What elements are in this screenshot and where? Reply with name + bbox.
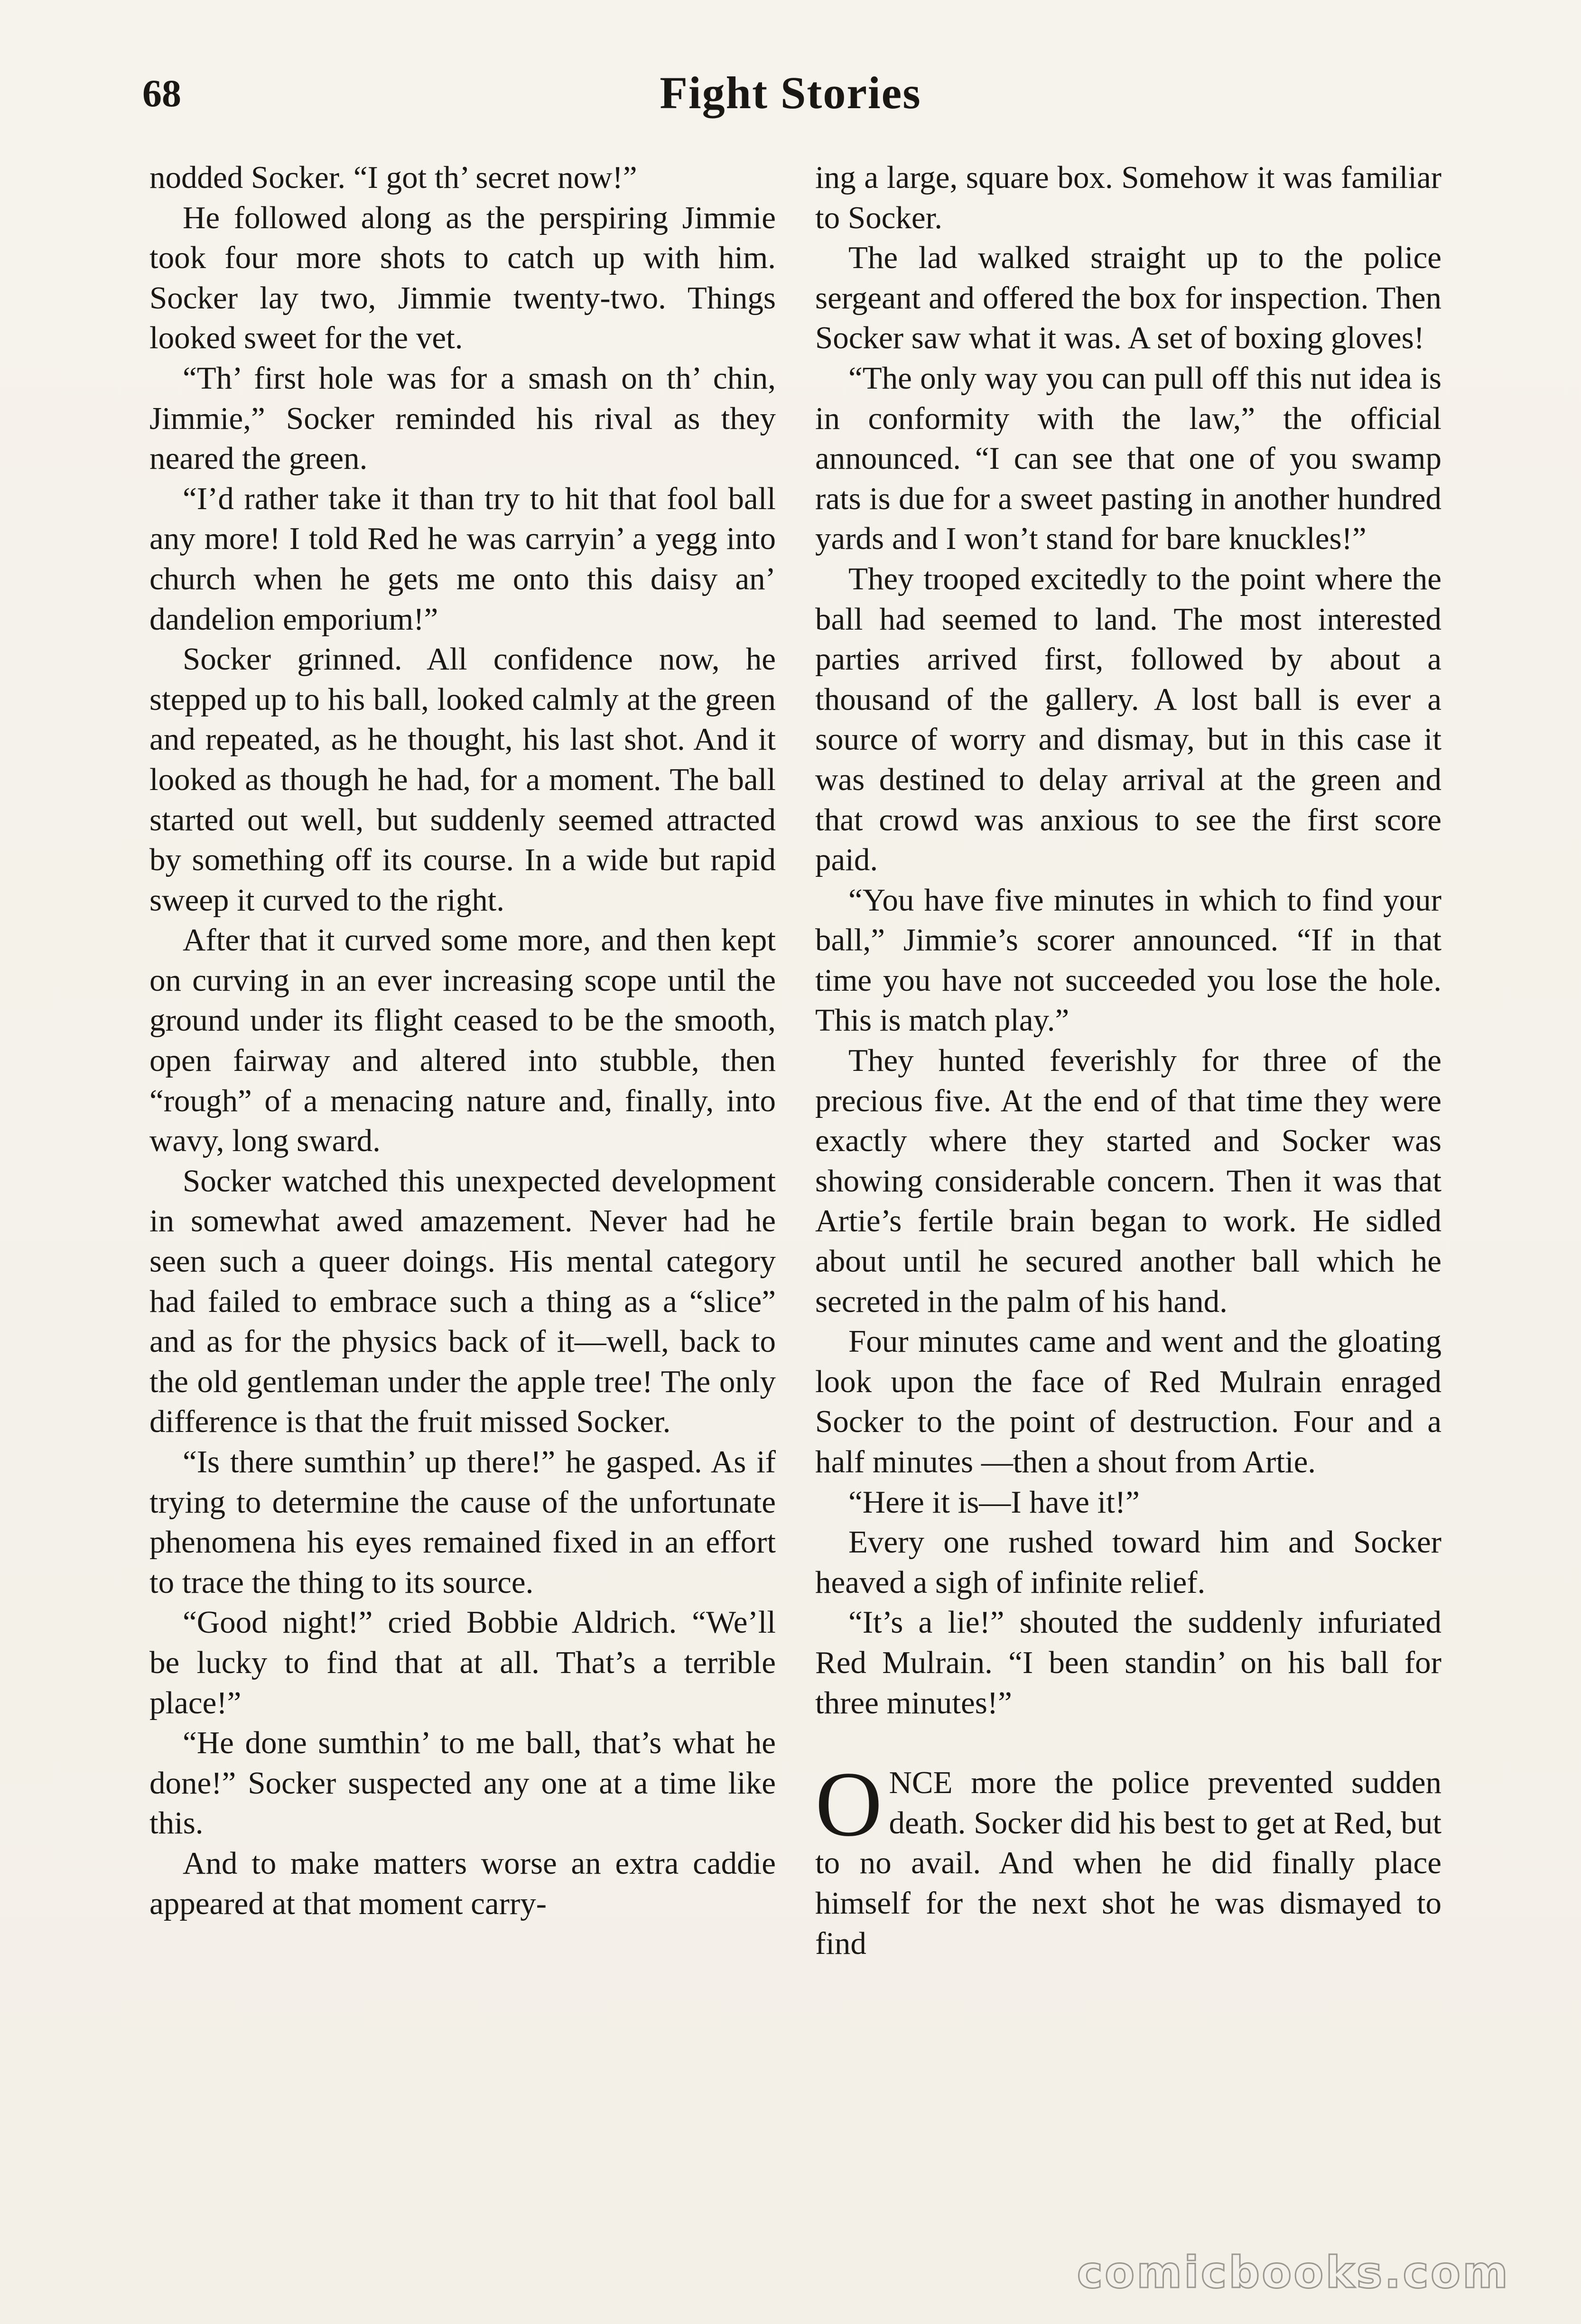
paragraph: They trooped excitedly to the point where the ball had seemed to land. The most interested parties arrived first, followed by about a thousand of the gallery. A lost ball is ever a source of worry and dismay, but in this case it was destined to delay arrival at the green and that crowd was anxious to see the first score paid. [815, 561, 1442, 878]
paragraph: “You have five minutes in which to find your ball,” Jimmie’s scorer announced. “If in that time you have not succeeded you lose the hole. This is match play.” [815, 882, 1442, 1038]
paragraph: nodded Socker. “I got th’ secret now!” [149, 160, 637, 195]
paragraph: Four minutes came and went and the gloating look upon the face of Red Mulrain enraged Socker to the point of destruction. Four and a half minutes —then a shout from Artie. [815, 1324, 1442, 1479]
running-title: Fight Stories [660, 67, 921, 118]
paragraph: “Is there sumthin’ up there!” he gasped. As if trying to determine the cause of the unfortunate phenomena his eyes remained fixed in an effort to trace the thing to its source. [149, 1444, 776, 1600]
paragraph: He followed along as the perspiring Jimmie took four more shots to catch up with him. Socker lay two, Jimmie twenty-two. Things looked sweet for the vet. [149, 200, 776, 356]
paragraph: Socker grinned. All confidence now, he stepped up to his ball, looked calmly at the green and repeated, as he thought, his last shot. And it looked as though he had, for a moment. The ball started out well, but suddenly seemed attracted by something off its course. In a wide but rapid sweep it curved to the right. [149, 641, 776, 918]
left-column [149, 158, 776, 1924]
paragraph: They hunted feverishly for three of the precious five. At the end of that time they were exactly where they started and Socker was showing considerable concern. Then it was that Artie’s fertile brain began to work. He sidled about until he secured another ball which he secreted in the palm of his hand. [815, 1043, 1442, 1319]
paragraph: “Th’ first hole was for a smash on th’ chin, Jimmie,” Socker reminded his rival as they neared the green. [149, 360, 776, 476]
section-start-paragraph [815, 1753, 1442, 1963]
right-column [815, 158, 1442, 1963]
paragraph: And to make matters worse an extra caddie appeared at that moment carry- [149, 1845, 776, 1921]
page-header [142, 66, 1439, 128]
page-number: 68 [142, 72, 181, 115]
section-start-text: NCE more the police prevented sudden death. Socker did his best to get at Red, but to no avail. And when he did finally place himself for the next shot he was dismayed to find [815, 1765, 1442, 1961]
paragraph: “I’d rather take it than try to hit that fool ball any more! I told Red he was carryin’ a yegg into church when he gets me onto this daisy an’ dandelion emporium!” [149, 481, 776, 637]
watermark: comicbooks.com [1077, 2247, 1510, 2298]
paragraph: After that it curved some more, and then kept on curving in an ever increasing scope until the ground under its flight ceased to be the smooth, open fairway and altered into stubble, then “rough” of a menacing nature and, finally, into wavy, long sward. [149, 922, 776, 1159]
paragraph: “It’s a lie!” shouted the suddenly infuriated Red Mulrain. “I been standin’ on his ball for three minutes!” [815, 1605, 1442, 1720]
drop-cap: O [815, 1753, 883, 1856]
paragraph: “The only way you can pull off this nut idea is in conformity with the law,” the official announced. “I can see that one of you swamp rats is due for a sweet pasting in another hundred yards and I won’t stand for bare knuckles!” [815, 360, 1442, 557]
paragraph: “Good night!” cried Bobbie Aldrich. “We’ll be lucky to find that at all. That’s a terrible place!” [149, 1605, 776, 1720]
paragraph: Every one rushed toward him and Socker heaved a sigh of infinite relief. [815, 1525, 1442, 1600]
paragraph: “He done sumthin’ to me ball, that’s what he done!” Socker suspected any one at a time like this. [149, 1725, 776, 1841]
paragraph: “Here it is—I have it!” [848, 1484, 1140, 1520]
paragraph: Socker watched this unexpected development in somewhat awed amazement. Never had he seen such a queer doings. His mental category had failed to embrace such a thing as a “slice” and as for the physics back of it—well, back to the old gentleman under the apple tree! The only difference is that the fruit missed Socker. [149, 1163, 776, 1440]
paragraph: ing a large, square box. Somehow it was familiar to Socker. [815, 160, 1442, 235]
paragraph: The lad walked straight up to the police sergeant and offered the box for inspection. Then Socker saw what it was. A set of boxing gloves! [815, 240, 1442, 356]
